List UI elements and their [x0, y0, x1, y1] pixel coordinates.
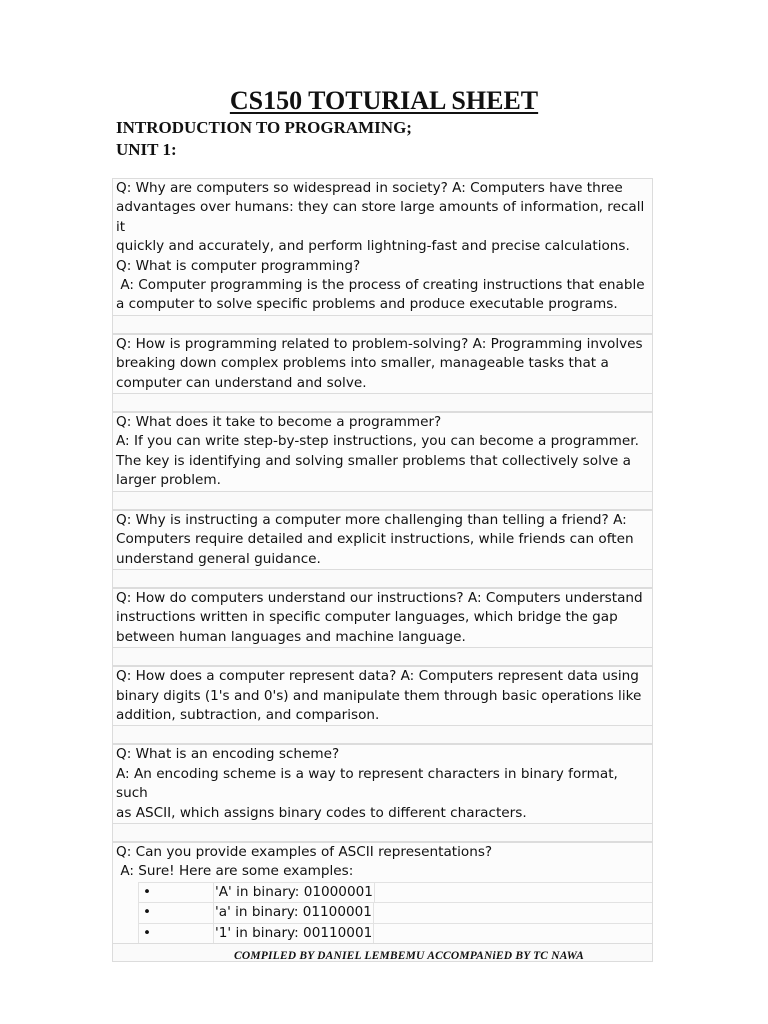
qa-block: [112, 178, 653, 316]
qa-line: between human languages and machine language.: [116, 628, 466, 645]
qa-line: computer can understand and solve.: [116, 374, 367, 391]
qa-line: larger problem.: [116, 472, 221, 489]
qa-line: A: An encoding scheme is a way to represent characters in binary format, such: [116, 765, 623, 802]
qa-line: Computers require detailed and explicit instructions, while friends can often: [116, 531, 634, 548]
row-separator: [112, 316, 653, 334]
list-item: [138, 902, 652, 922]
list-item-text: '1' in binary: 00110001: [213, 924, 374, 943]
qa-line: understand general guidance.: [116, 550, 321, 567]
list-item: [138, 923, 652, 943]
row-separator: [112, 648, 653, 666]
document-title: CS150 TOTURIAL SHEET: [229, 86, 539, 115]
footer-credit: COMPILED BY DANIEL LEMBEMU ACCOMPANiED BY TC NAWA: [233, 950, 585, 962]
list-item-text: 'A' in binary: 01000001: [213, 883, 375, 902]
list-item: [138, 882, 652, 902]
qa-block: [112, 666, 653, 726]
section-heading: INTRODUCTION TO PROGRAMING;: [116, 118, 412, 137]
row-separator: [112, 726, 653, 744]
qa-line: Q: Why are computers so widespread in society? A: Computers have three: [116, 180, 623, 196]
qa-line: Q: What is computer programming?: [116, 257, 361, 274]
bullet-icon: •: [143, 883, 152, 900]
qa-line: The key is identifying and solving smaller problems that collectively solve a: [116, 452, 631, 469]
qa-block: [112, 334, 653, 394]
qa-list: [112, 178, 653, 962]
qa-line: a computer to solve specific problems and produce executable programs.: [116, 296, 618, 313]
qa-line: binary digits (1's and 0's) and manipulate them through basic operations like: [116, 687, 642, 704]
qa-block: [112, 744, 653, 824]
qa-line: addition, subtraction, and comparison.: [116, 706, 380, 723]
qa-line: A: If you can write step-by-step instructions, you can become a programmer.: [116, 433, 639, 450]
qa-line: Q: Why is instructing a computer more challenging than telling a friend? A:: [116, 511, 627, 528]
bullet-icon: •: [143, 924, 152, 941]
qa-line: A: Computer programming is the process of creating instructions that enable: [116, 277, 645, 294]
qa-line: advantages over humans: they can store large amounts of information, recall it: [116, 199, 649, 235]
qa-line: Q: Can you provide examples of ASCII representations?: [116, 843, 493, 860]
qa-line: as ASCII, which assigns binary codes to different characters.: [116, 804, 527, 821]
row-separator: [112, 394, 653, 412]
qa-block: [112, 588, 653, 648]
qa-line: Q: How is programming related to problem-solving? A: Programming involves: [116, 335, 643, 352]
bullet-icon: •: [143, 904, 152, 921]
qa-line: breaking down complex problems into smaller, manageable tasks that a: [116, 355, 609, 372]
unit-heading: UNIT 1:: [116, 140, 177, 159]
qa-line: Q: What does it take to become a programmer?: [116, 414, 442, 431]
qa-line: A: Sure! Here are some examples:: [116, 863, 354, 880]
row-separator: [112, 570, 653, 588]
list-item-text: 'a' in binary: 01100001: [213, 903, 374, 922]
qa-block: [112, 842, 653, 944]
qa-line: instructions written in specific computer languages, which bridge the gap: [116, 609, 618, 626]
row-separator: [112, 492, 653, 510]
qa-line: Q: How does a computer represent data? A: Computers represent data using: [116, 668, 639, 685]
qa-block: [112, 510, 653, 570]
qa-line: Q: What is an encoding scheme?: [116, 746, 340, 763]
qa-line: quickly and accurately, and perform lightning-fast and precise calculations.: [116, 238, 630, 255]
qa-line: Q: How do computers understand our instructions? A: Computers understand: [116, 589, 643, 606]
qa-block: [112, 412, 653, 492]
ascii-examples-list: [116, 882, 649, 943]
row-separator: [112, 824, 653, 842]
